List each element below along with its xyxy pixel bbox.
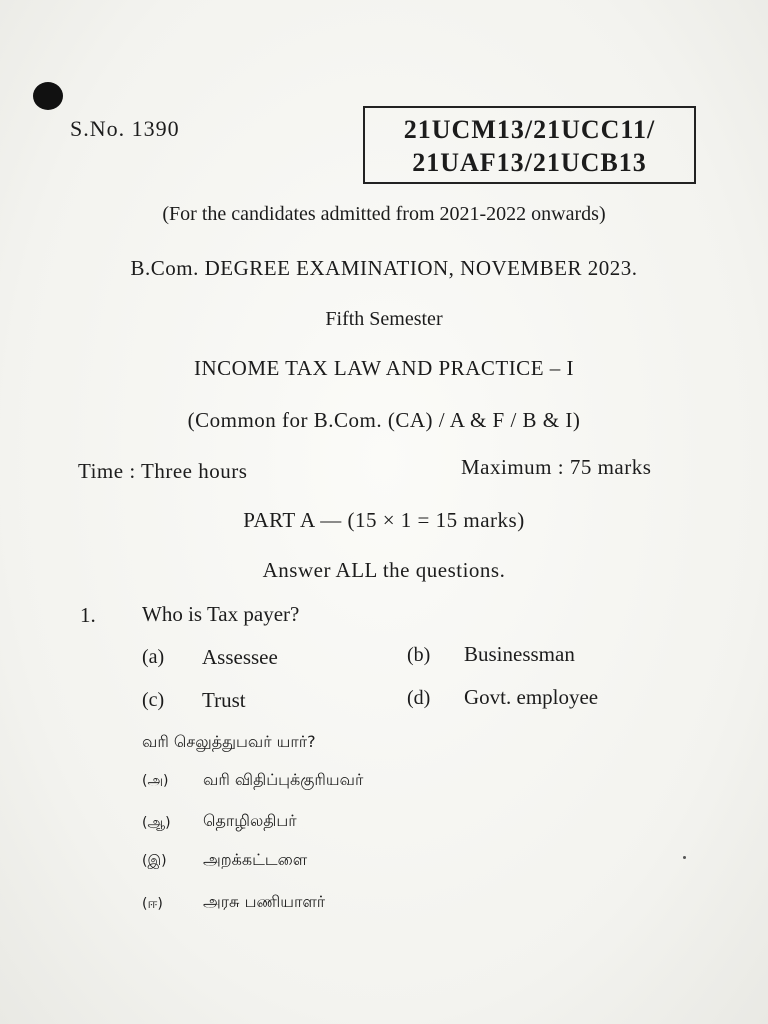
option-text: Assessee [202,645,278,669]
tamil-option-letter: (அ) [142,773,169,789]
course-code-box [363,106,696,184]
tamil-option-text: வரி விதிப்புக்குரியவர் [203,770,364,789]
subject-title: INCOME TAX LAW AND PRACTICE – I [193,356,575,380]
tamil-question-text: வரி செலுத்துபவர் யார்? [142,732,316,751]
question-text: Who is Tax payer? [142,602,300,626]
option-letter: (c) [142,689,165,711]
option-text: Trust [202,688,246,712]
part-instruction: Answer ALL the questions. [262,558,506,582]
part-title: PART A — (15 × 1 = 15 marks) [243,508,525,532]
course-codes-line-2: 21UAF13/21UCB13 [412,148,647,177]
paper-speck [683,856,686,859]
option-letter: (d) [407,687,431,709]
tamil-option-text: தொழிலதிபர் [203,811,297,830]
common-for-note: (Common for B.Com. (CA) / A & F / B & I) [187,408,581,432]
option-text: Govt. employee [464,685,599,709]
course-codes-line-1: 21UCM13/21UCC11/ [403,115,656,144]
candidates-note: (For the candidates admitted from 2021-2022 onwards) [162,203,606,225]
tamil-option-letter: (இ) [142,853,167,869]
question-number: 1. [80,603,96,627]
tamil-option-text: அறக்கட்டளை [203,850,308,869]
punch-hole [33,82,63,110]
exam-title: B.Com. DEGREE EXAMINATION, NOVEMBER 2023. [130,256,638,280]
semester: Fifth Semester [325,308,443,330]
serial-number: S.No. 1390 [70,116,180,141]
tamil-option-letter: (ஆ) [142,815,171,831]
option-text: Businessman [464,642,575,666]
option-letter: (a) [142,646,165,668]
exam-duration: Time : Three hours [78,459,248,483]
tamil-option-text: அரசு பணியாளர் [203,892,326,911]
tamil-option-letter: (ஈ) [142,896,163,912]
maximum-marks: Maximum : 75 marks [461,455,652,479]
option-letter: (b) [407,644,431,666]
